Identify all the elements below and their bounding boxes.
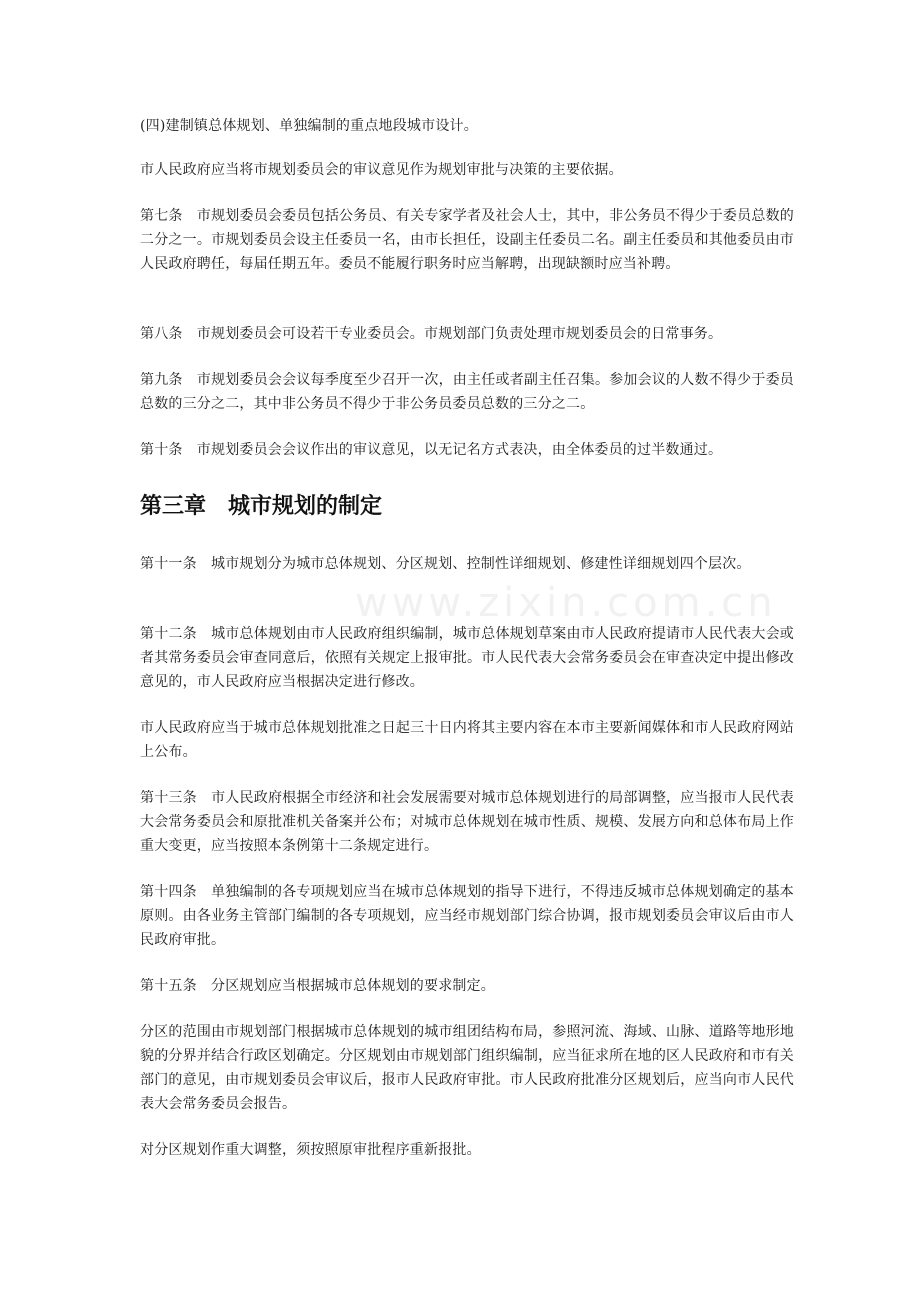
paragraph-major-adjustment: 对分区规划作重大调整，须按照原审批程序重新报批。: [140, 1142, 481, 1158]
paragraph-article-8: 第八条 市规划委员会可设若干专业委员会。市规划部门负责处理市规划委员会的日常事务。: [140, 326, 723, 342]
paragraph-article-12: 第十二条 城市总体规划由市人民政府组织编制，城市总体规划草案由市人民政府提请市人民代表大会或者其常务委员会审查同意后，依照有关规定上报审批。市人民代表大会常务委员会在审查决定中提出修改意见的，市人民政府应当根据决定进行修改。: [140, 626, 794, 690]
paragraph-article-11: 第十一条 城市规划分为城市总体规划、分区规划、控制性详细规划、修建性详细规划四个层次。: [140, 556, 751, 572]
paragraph-article-15: 第十五条 分区规划应当根据城市总体规划的要求制定。: [140, 978, 495, 994]
chapter-heading: 第三章 城市规划的制定: [140, 494, 383, 519]
paragraph-review-basis: 市人民政府应当将市规划委员会的审议意见作为规划审批与决策的主要依据。: [140, 162, 623, 178]
watermark: www.zixin.com.cn: [355, 580, 777, 626]
paragraph-article-7: 第七条 市规划委员会委员包括公务员、有关专家学者及社会人士，其中，非公务员不得少于委员总数的二分之一。市规划委员会设主任委员一名，由市长担任，设副主任委员二名。副主任委员和其他委员由市人民政府聘任，每届任期五年。委员不能履行职务时应当解聘，出现缺额时应当补聘。: [140, 208, 794, 272]
paragraph-article-9: 第九条 市规划委员会会议每季度至少召开一次，由主任或者副主任召集。参加会议的人数不得少于委员总数的三分之二，其中非公务员不得少于非公务员委员总数的三分之二。: [140, 372, 794, 412]
paragraph-publication: 市人民政府应当于城市总体规划批准之日起三十日内将其主要内容在本市主要新闻媒体和市人民政府网站上公布。: [140, 720, 794, 760]
paragraph-article-13: 第十三条 市人民政府根据全市经济和社会发展需要对城市总体规划进行的局部调整，应当报市人民代表大会常务委员会和原批准机关备案并公布；对城市总体规划在城市性质、规模、发展方向和总体布局上作重大变更，应当按照本条例第十二条规定进行。: [140, 790, 794, 854]
paragraph-article-14: 第十四条 单独编制的各专项规划应当在城市总体规划的指导下进行，不得违反城市总体规划确定的基本原则。由各业务主管部门编制的各专项规划，应当经市规划部门综合协调，报市规划委员会审议后由市人民政府审批。: [140, 884, 794, 948]
paragraph-item-four: (四)建制镇总体规划、单独编制的重点地段城市设计。: [140, 118, 478, 134]
paragraph-district-scope: 分区的范围由市规划部门根据城市总体规划的城市组团结构布局，参照河流、海域、山脉、道路等地形地貌的分界并结合行政区划确定。分区规划由市规划部门组织编制，应当征求所在地的区人民政府和市有关部门的意见，由市规划委员会审议后，报市人民政府审批。市人民政府批准分区规划后，应当向市人民代表大会常务委员会报告。: [140, 1024, 794, 1112]
paragraph-article-10: 第十条 市规划委员会会议作出的审议意见，以无记名方式表决，由全体委员的过半数通过。: [140, 442, 723, 458]
